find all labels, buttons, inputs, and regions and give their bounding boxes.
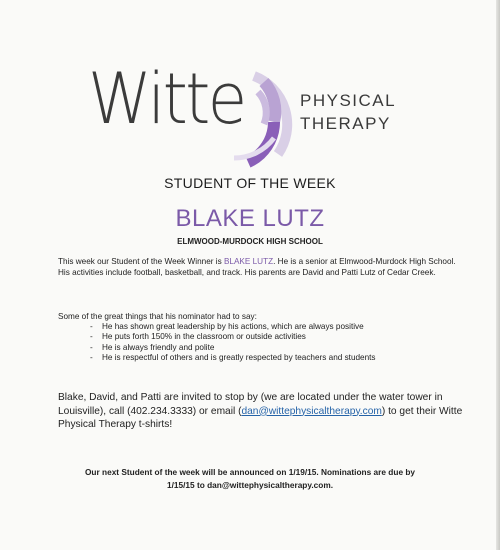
next-announcement: Our next Student of the week will be announced on 1/19/15. Nominations are due by 1/15/15 to dan@wittephysicaltherapy.com. bbox=[84, 467, 416, 490]
logo-line-therapy: THERAPY bbox=[300, 114, 391, 133]
page-heading: STUDENT OF THE WEEK bbox=[164, 175, 336, 191]
email-link[interactable]: dan@wittephysicaltherapy.com bbox=[241, 405, 382, 417]
list-item: - He has shown great leadership by his actions, which are always positive bbox=[88, 322, 468, 332]
nominator-intro: Some of the great things that his nominator had to say: bbox=[58, 312, 257, 321]
witte-logo bbox=[88, 58, 418, 172]
winner-name: BLAKE LUTZ bbox=[175, 205, 325, 232]
list-item: - He is respectful of others and is greatly respected by teachers and students bbox=[88, 353, 468, 363]
list-item: - He puts forth 150% in the classroom or outside activities bbox=[88, 332, 468, 342]
logo-line-physical: PHYSICAL bbox=[300, 91, 397, 110]
invite-paragraph: Blake, David, and Patti are invited to stop by (we are located under the water tower in Louisville), call (402.234.3333) or email (dan@wittephysicaltherapy.com) to get their Witte Physical Therapy t-shirts! bbox=[58, 392, 463, 431]
list-item: - He is always friendly and polite bbox=[88, 343, 468, 353]
scan-edge bbox=[496, 0, 500, 550]
intro-paragraph: This week our Student of the Week Winner is BLAKE LUTZ. He is a senior at Elmwood-Murdock High School. His activities include football, basketball, and track. His parents are David and Patti Lutz of Cedar Creek. bbox=[58, 257, 456, 277]
logo-wordmark: Witte bbox=[88, 58, 245, 140]
school-name: ELMWOOD-MURDOCK HIGH SCHOOL bbox=[177, 237, 323, 246]
nominator-quotes-list bbox=[88, 322, 468, 363]
intro-winner-name: BLAKE LUTZ bbox=[223, 257, 274, 266]
